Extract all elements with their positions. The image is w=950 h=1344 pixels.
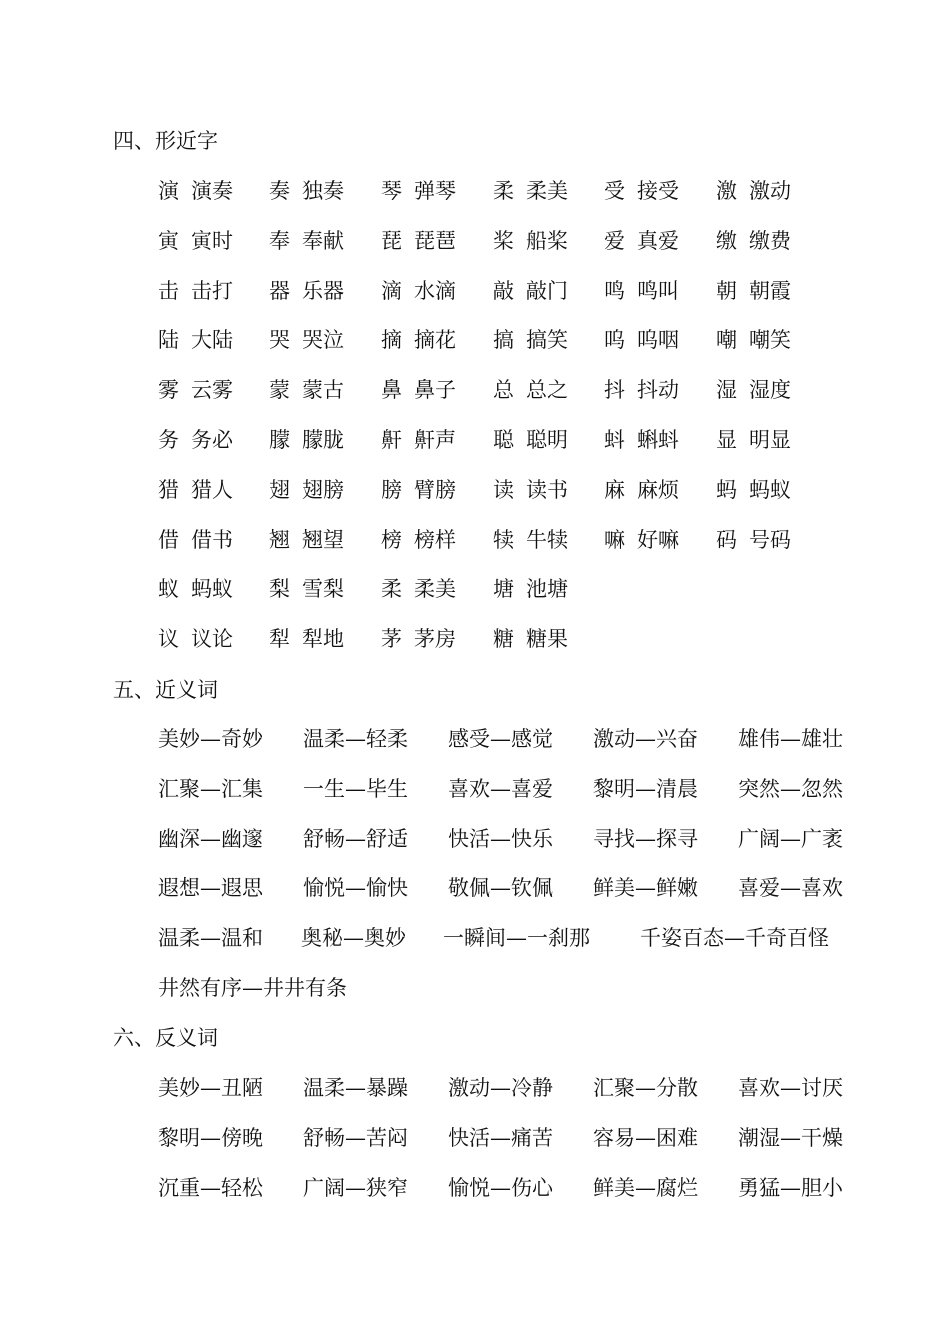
char: 爱 <box>604 228 625 253</box>
char: 陆 <box>158 328 179 353</box>
char: 蒙 <box>269 378 290 403</box>
antonym-pair: 喜欢—讨厌 <box>738 1076 843 1100</box>
char: 朝 <box>716 278 737 303</box>
char: 桨 <box>493 228 514 253</box>
char: 塘 <box>493 577 514 602</box>
char: 犊 <box>493 527 514 552</box>
char-pair <box>269 425 344 455</box>
char: 缴 <box>716 228 737 253</box>
char-pair <box>158 525 233 555</box>
char-pair <box>381 525 456 555</box>
example-word: 演奏 <box>191 179 233 203</box>
char: 务 <box>158 428 179 452</box>
antonym-pair: 鲜美—腐烂 <box>593 1176 698 1200</box>
char-pair <box>716 325 791 355</box>
char-pair <box>381 375 456 405</box>
char-pair <box>493 425 568 455</box>
synonym-pair: 广阔—广袤 <box>738 826 843 851</box>
antonym-pair: 容易—困难 <box>593 1126 698 1150</box>
char-pair <box>158 425 233 455</box>
antonym-pair: 汇聚—分散 <box>593 1076 698 1100</box>
example-word: 柔美 <box>526 179 568 203</box>
char-pair <box>269 525 344 555</box>
synonym-pair: 汇聚—汇集 <box>158 776 263 801</box>
example-word: 乐器 <box>302 278 344 303</box>
synonym-pair: 美妙—奇妙 <box>158 727 263 751</box>
char: 器 <box>269 278 290 303</box>
char-pair <box>493 226 568 256</box>
char-pair <box>604 425 679 455</box>
example-word: 船桨 <box>526 228 568 253</box>
synonym-pair: 温柔—温和 <box>158 926 263 951</box>
example-word: 蒙古 <box>302 378 344 403</box>
example-word: 池塘 <box>526 577 568 602</box>
synonym-pair: 喜欢—喜爱 <box>448 776 553 801</box>
example-word: 读书 <box>526 477 568 502</box>
synonym-pair: 寻找—探寻 <box>593 826 698 851</box>
char-pair <box>158 226 233 256</box>
char: 鸣 <box>604 278 625 303</box>
char-pair <box>269 276 344 306</box>
char-pair <box>381 425 456 455</box>
char-pair <box>493 475 568 505</box>
example-word: 猎人 <box>191 477 233 502</box>
example-word: 敲门 <box>526 278 568 303</box>
example-word: 湿度 <box>749 378 791 403</box>
example-word: 蚂蚁 <box>749 477 791 502</box>
char: 议 <box>158 627 179 652</box>
char: 受 <box>604 179 625 203</box>
example-word: 总之 <box>526 378 568 403</box>
example-word: 呜咽 <box>637 328 679 353</box>
char: 梨 <box>269 577 290 602</box>
example-word: 雪梨 <box>302 577 344 602</box>
char-pair <box>269 325 344 355</box>
section-heading-similar-chars: 四、形近字 <box>113 129 218 153</box>
example-word: 犁地 <box>302 627 344 652</box>
char: 寅 <box>158 228 179 253</box>
char: 奏 <box>269 179 290 203</box>
char-pair <box>604 375 679 405</box>
synonym-pair: 遐想—遐思 <box>158 876 263 901</box>
synonym-pair: 雄伟—雄壮 <box>738 727 843 751</box>
example-word: 击打 <box>191 278 233 303</box>
char: 显 <box>716 428 737 452</box>
char-pair <box>716 525 791 555</box>
example-word: 榜样 <box>414 527 456 552</box>
char: 读 <box>493 477 514 502</box>
synonym-pair: 幽深—幽邃 <box>158 826 263 851</box>
example-word: 嘲笑 <box>749 328 791 353</box>
example-word: 抖动 <box>637 378 679 403</box>
char: 滴 <box>381 278 402 303</box>
char: 嘛 <box>604 527 625 552</box>
char: 借 <box>158 527 179 552</box>
char: 蚪 <box>604 428 625 452</box>
char: 膀 <box>381 477 402 502</box>
example-word: 激动 <box>749 179 791 203</box>
char: 糖 <box>493 627 514 652</box>
example-word: 翅膀 <box>302 477 344 502</box>
synonym-pair: 一瞬间—一刹那 <box>443 926 590 951</box>
example-word: 借书 <box>191 527 233 552</box>
char: 雾 <box>158 378 179 403</box>
antonym-pair: 激动—冷静 <box>448 1076 553 1100</box>
char: 聪 <box>493 428 514 452</box>
char-pair <box>493 525 568 555</box>
char: 码 <box>716 527 737 552</box>
example-word: 好嘛 <box>637 527 679 552</box>
antonym-pair: 沉重—轻松 <box>158 1176 263 1200</box>
example-word: 柔美 <box>414 577 456 602</box>
synonym-pair: 快活—快乐 <box>448 826 553 851</box>
char-pair <box>716 375 791 405</box>
char: 奉 <box>269 228 290 253</box>
char: 琴 <box>381 179 402 203</box>
char: 猎 <box>158 477 179 502</box>
char: 茅 <box>381 627 402 652</box>
char-pair <box>716 226 791 256</box>
antonym-pair: 潮湿—干燥 <box>738 1126 843 1150</box>
example-word: 议论 <box>191 627 233 652</box>
example-word: 麻烦 <box>637 477 679 502</box>
char-pair <box>269 375 344 405</box>
example-word: 琵琶 <box>414 228 456 253</box>
char-pair <box>269 624 344 654</box>
char: 柔 <box>493 179 514 203</box>
synonym-pair: 温柔—轻柔 <box>303 727 408 751</box>
synonym-pair: 千姿百态—千奇百怪 <box>640 926 829 951</box>
example-word: 独奏 <box>302 179 344 203</box>
synonym-pair: 激动—兴奋 <box>593 727 698 751</box>
char-pair <box>493 276 568 306</box>
char: 摘 <box>381 328 402 353</box>
char: 搞 <box>493 328 514 353</box>
example-word: 聪明 <box>526 428 568 452</box>
char-pair <box>381 325 456 355</box>
char-pair <box>604 475 679 505</box>
char-pair <box>381 574 456 604</box>
example-word: 明显 <box>749 428 791 452</box>
char: 敲 <box>493 278 514 303</box>
char-pair <box>604 176 679 206</box>
char: 总 <box>493 378 514 403</box>
char: 鼾 <box>381 428 402 452</box>
char-pair <box>493 325 568 355</box>
char-pair <box>493 624 568 654</box>
char-pair <box>158 176 233 206</box>
char-pair <box>716 425 791 455</box>
char: 犁 <box>269 627 290 652</box>
example-word: 务必 <box>191 428 233 452</box>
example-word: 糖果 <box>526 627 568 652</box>
example-word: 摘花 <box>414 328 456 353</box>
example-word: 鼻子 <box>414 378 456 403</box>
example-word: 大陆 <box>191 328 233 353</box>
char: 鼻 <box>381 378 402 403</box>
antonym-pair: 勇猛—胆小 <box>738 1176 843 1200</box>
char: 抖 <box>604 378 625 403</box>
char-pair <box>716 176 791 206</box>
char-pair <box>604 276 679 306</box>
char: 演 <box>158 179 179 203</box>
char: 琵 <box>381 228 402 253</box>
example-word: 翘望 <box>302 527 344 552</box>
char-pair <box>604 325 679 355</box>
char-pair <box>158 276 233 306</box>
example-word: 真爱 <box>637 228 679 253</box>
char-pair <box>381 475 456 505</box>
antonym-pair: 温柔—暴躁 <box>303 1076 408 1100</box>
example-word: 朦胧 <box>302 428 344 452</box>
char-pair <box>158 325 233 355</box>
antonym-pair: 愉悦—伤心 <box>448 1176 553 1200</box>
char-pair <box>381 276 456 306</box>
example-word: 蚂蚁 <box>191 577 233 602</box>
char-pair <box>269 574 344 604</box>
char: 翘 <box>269 527 290 552</box>
example-word: 寅时 <box>191 228 233 253</box>
char-pair <box>158 624 233 654</box>
char-pair <box>269 176 344 206</box>
synonym-pair: 敬佩—钦佩 <box>448 876 553 901</box>
synonym-pair: 舒畅—舒适 <box>303 826 408 851</box>
section-heading-antonyms: 六、反义词 <box>113 1026 218 1050</box>
example-word: 接受 <box>637 179 679 203</box>
example-word: 云雾 <box>191 378 233 403</box>
synonym-pair: 一生—毕生 <box>303 776 408 801</box>
char: 哭 <box>269 328 290 353</box>
char-pair <box>269 475 344 505</box>
char: 嘲 <box>716 328 737 353</box>
char-pair <box>381 176 456 206</box>
antonym-pair: 舒畅—苦闷 <box>303 1126 408 1150</box>
example-word: 号码 <box>749 527 791 552</box>
char: 榜 <box>381 527 402 552</box>
char-pair <box>158 475 233 505</box>
synonym-pair: 井然有序—井井有条 <box>158 976 347 1000</box>
example-word: 臂膀 <box>414 477 456 502</box>
char-pair <box>493 375 568 405</box>
example-word: 哭泣 <box>302 328 344 353</box>
antonym-pair: 快活—痛苦 <box>448 1126 553 1150</box>
example-word: 水滴 <box>414 278 456 303</box>
char-pair <box>604 525 679 555</box>
synonym-pair: 喜爱—喜欢 <box>738 876 843 901</box>
antonym-pair: 美妙—丑陋 <box>158 1076 263 1100</box>
example-word: 奉献 <box>302 228 344 253</box>
char: 呜 <box>604 328 625 353</box>
char-pair <box>269 226 344 256</box>
char: 激 <box>716 179 737 203</box>
char-pair <box>158 574 233 604</box>
char-pair <box>716 475 791 505</box>
example-word: 蝌蚪 <box>637 428 679 452</box>
synonym-pair: 黎明—清晨 <box>593 776 698 801</box>
synonym-pair: 感受—感觉 <box>448 727 553 751</box>
example-word: 缴费 <box>749 228 791 253</box>
synonym-pair: 愉悦—愉快 <box>303 876 408 901</box>
example-word: 朝霞 <box>749 278 791 303</box>
char-pair <box>381 624 456 654</box>
char: 翅 <box>269 477 290 502</box>
char-pair <box>716 276 791 306</box>
char-pair <box>381 226 456 256</box>
char: 湿 <box>716 378 737 403</box>
char-pair <box>158 375 233 405</box>
synonym-pair: 鲜美—鲜嫩 <box>593 876 698 901</box>
synonym-pair: 奥秘—奥妙 <box>301 926 406 951</box>
char: 击 <box>158 278 179 303</box>
char: 柔 <box>381 577 402 602</box>
example-word: 弹琴 <box>414 179 456 203</box>
section-heading-synonyms: 五、近义词 <box>113 678 218 702</box>
example-word: 搞笑 <box>526 328 568 353</box>
char-pair <box>493 176 568 206</box>
char: 朦 <box>269 428 290 452</box>
example-word: 茅房 <box>414 627 456 652</box>
char-pair <box>604 226 679 256</box>
char: 蚂 <box>716 477 737 502</box>
synonym-pair: 突然—忽然 <box>738 776 843 801</box>
char: 蚁 <box>158 577 179 602</box>
char-pair <box>493 574 568 604</box>
example-word: 牛犊 <box>526 527 568 552</box>
antonym-pair: 黎明—傍晚 <box>158 1126 263 1150</box>
antonym-pair: 广阔—狭窄 <box>303 1176 408 1200</box>
char: 麻 <box>604 477 625 502</box>
example-word: 鸣叫 <box>637 278 679 303</box>
example-word: 鼾声 <box>414 428 456 452</box>
